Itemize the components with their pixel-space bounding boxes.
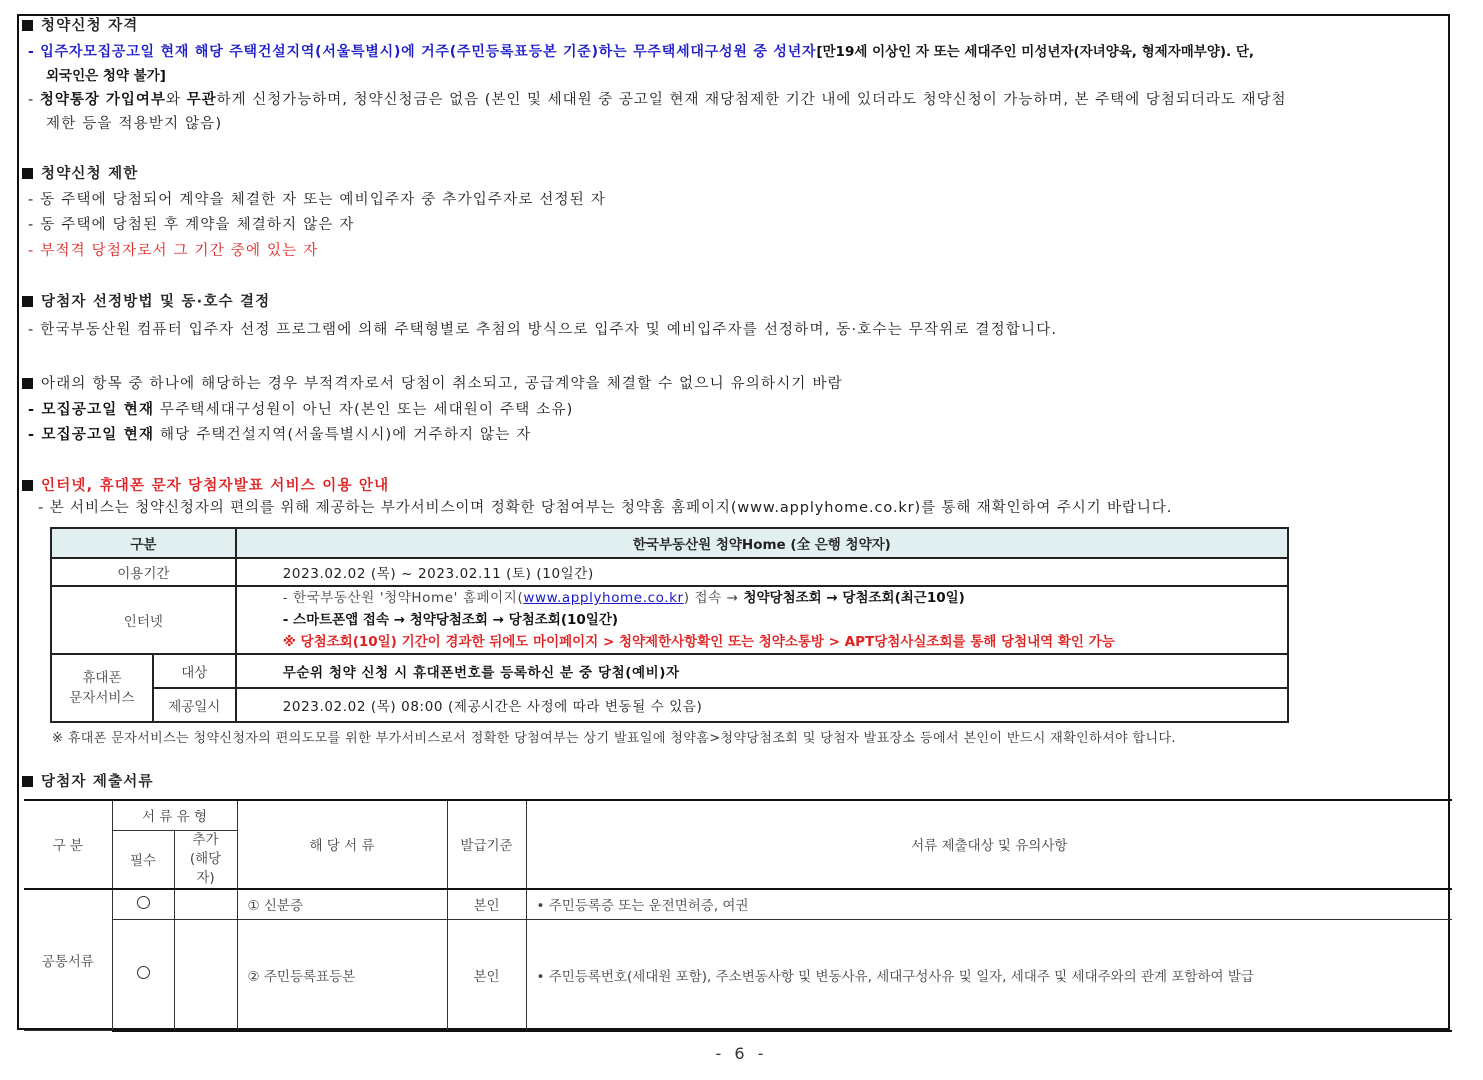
doc-name: ① 신분증 <box>237 889 447 920</box>
announcement-table <box>50 527 1289 723</box>
header-issue: 발급기준 <box>447 800 526 889</box>
disqualification-item-1: - 모집공고일 현재 무주택세대구성원이 아닌 자(본인 또는 세대원이 주택 소유) <box>28 402 574 418</box>
header-required: 필수 <box>112 830 174 889</box>
doc-note: • 주민등록증 또는 운전면허증, 여권 <box>526 889 1452 920</box>
section-title-restriction: 청약신청 제한 <box>22 164 139 184</box>
documents-table <box>24 799 1452 1032</box>
extra-mark <box>174 889 237 920</box>
eligibility-line-4: 제한 등을 적용받지 않음) <box>46 116 223 132</box>
square-bullet-icon <box>22 20 33 31</box>
header-applyhome: 한국부동산원 청약Home (全 은행 청약자) <box>236 528 1288 558</box>
group-common-docs: 공통서류 <box>24 889 112 1031</box>
square-bullet-icon <box>22 296 33 307</box>
internet-line-3: ※ 당첨조회(10일) 기간이 경과한 뒤에도 마이페이지 > 청약제한사항확인 또는 청약소통방 > APT당첨사실조회를 통해 당첨내역 확인 가능 <box>282 634 1115 650</box>
required-mark <box>112 920 174 1031</box>
date-label: 제공일시 <box>153 688 236 722</box>
issue-basis: 본인 <box>447 920 526 1031</box>
internet-line-1: - 한국부동산원 '청약Home' 홈페이지(www.applyhome.co.kr) 접속 → 청약당첨조회 → 당첨조회(최근10일) <box>282 590 965 606</box>
header-docs: 해 당 서 류 <box>237 800 447 889</box>
period-label: 이용기간 <box>51 558 236 586</box>
internet-label: 인터넷 <box>51 586 236 654</box>
restriction-item-3: - 부적격 당첨자로서 그 기간 중에 있는 자 <box>28 243 319 259</box>
circle-icon <box>137 966 150 979</box>
section-title-documents: 당첨자 제출서류 <box>22 772 154 792</box>
announcement-desc: - 본 서비스는 청약신청자의 편의를 위해 제공하는 부가서비스이며 정확한 당첨여부는 청약홈 홈페이지(www.applyhome.co.kr)를 통해 재확인하여 주시기 바랍니다. <box>38 500 1173 516</box>
circle-icon <box>137 896 150 909</box>
restriction-item-1: - 동 주택에 당첨되어 계약을 체결한 자 또는 예비입주자 중 추가입주자로 선정된 자 <box>28 192 606 208</box>
required-mark <box>112 889 174 920</box>
extra-mark <box>174 920 237 1031</box>
header-extra: 추가 (해당자) <box>174 830 237 889</box>
restriction-item-2: - 동 주택에 당첨된 후 계약을 체결하지 않은 자 <box>28 217 355 233</box>
square-bullet-icon <box>22 776 33 787</box>
section-title-eligibility: 청약신청 자격 <box>22 16 139 36</box>
target-value: 무순위 청약 신청 시 휴대폰번호를 등록하신 분 중 당첨(예비)자 <box>236 654 1288 688</box>
eligibility-line-1: - 입주자모집공고일 현재 해당 주택건설지역(서울특별시)에 거주(주민등록표등본 기준)하는 무주택세대구성원 중 성년자[만19세 이상인 자 또는 세대주인 미성년자(자녀양육, 형제자매부양). 단, <box>28 44 1255 60</box>
doc-name: ② 주민등록표등본 <box>237 920 447 1031</box>
header-gubun: 구 분 <box>24 800 112 889</box>
selection-item: - 한국부동산원 컴퓨터 입주자 선정 프로그램에 의해 주택형별로 추첨의 방식으로 입주자 및 예비입주자를 선정하며, 동·호수는 무작위로 결정합니다. <box>28 322 1058 338</box>
section-title-announcement: 인터넷, 휴대폰 문자 당첨자발표 서비스 이용 안내 <box>22 476 389 496</box>
period-value: 2023.02.02 (목) ~ 2023.02.11 (토) (10일간) <box>236 558 1288 586</box>
eligibility-line-3: - 청약통장 가입여부와 무관하게 신청가능하며, 청약신청금은 없음 (본인 및 세대원 중 공고일 현재 재당첨제한 기간 내에 있더라도 청약신청이 가능하며, 본 주택에 당첨되더라도 재당첨 <box>28 92 1287 108</box>
sms-label: 휴대폰 문자서비스 <box>51 654 153 722</box>
header-notes: 서류 제출대상 및 유의사항 <box>526 800 1452 889</box>
target-label: 대상 <box>153 654 236 688</box>
issue-basis: 본인 <box>447 889 526 920</box>
header-doc-type: 서 류 유 형 <box>112 800 237 830</box>
sms-note: ※ 휴대폰 문자서비스는 청약신청자의 편의도모를 위한 부가서비스로서 정확한 당첨여부는 상기 발표일에 청약홈>청약당첨조회 및 당첨자 발표장소 등에서 본인이 반드시 재확인하셔야 합니다. <box>52 731 1176 746</box>
date-value: 2023.02.02 (목) 08:00 (제공시간은 사정에 따라 변동될 수 있음) <box>236 688 1288 722</box>
section-title-disqualification: 아래의 항목 중 하나에 해당하는 경우 부적격자로서 당첨이 취소되고, 공급계약을 체결할 수 없으니 유의하시기 바람 <box>22 374 843 394</box>
internet-line-2: - 스마트폰앱 접속 → 청약당첨조회 → 당첨조회(10일간) <box>282 612 619 628</box>
header-gubun: 구분 <box>51 528 236 558</box>
eligibility-line-2: 외국인은 청약 불가] <box>46 68 166 84</box>
square-bullet-icon <box>22 378 33 389</box>
doc-note: • 주민등록번호(세대원 포함), 주소변동사항 및 변동사유, 세대구성사유 및 일자, 세대주 및 세대주와의 관계 포함하여 발급 <box>526 920 1452 1031</box>
applyhome-link[interactable]: www.applyhome.co.kr <box>523 590 684 606</box>
internet-value <box>236 586 1288 654</box>
disqualification-item-2: - 모집공고일 현재 해당 주택건설지역(서울특별시시)에 거주하지 않는 자 <box>28 427 532 443</box>
square-bullet-icon <box>22 168 33 179</box>
square-bullet-icon <box>22 480 33 491</box>
section-title-selection: 당첨자 선정방법 및 동·호수 결정 <box>22 292 270 312</box>
page-number: - 6 - <box>715 1044 768 1063</box>
